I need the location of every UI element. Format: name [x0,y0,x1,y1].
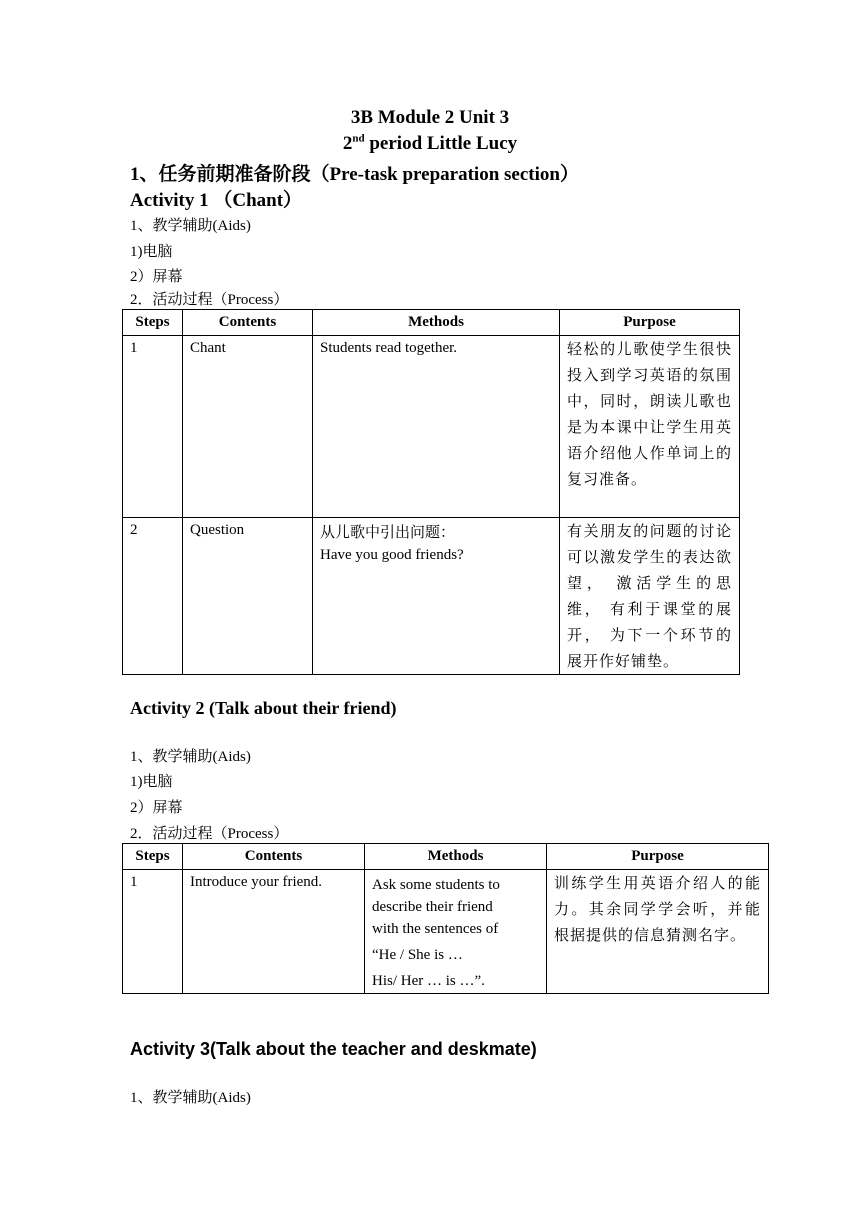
cell-content: Introduce your friend. [183,870,365,994]
cell-purpose: 训练学生用英语介绍人的能力。其余同学学会听，并能根据提供的信息猜测名字。 [547,870,769,994]
method-line: His/ Her … is …”. [372,973,485,989]
cell-content: Question [183,518,313,675]
header-steps: Steps [123,310,183,336]
cell-step: 2 [123,518,183,675]
table-header-row [123,844,769,870]
method-line: with the sentences of [372,921,499,937]
activity1-table [122,309,740,675]
method-line: Ask some students to [372,877,500,893]
activity2-aids-label: 1、教学辅助(Aids) [130,749,251,765]
table-row [123,336,740,518]
cell-purpose: 有关朋友的问题的讨论可以激发学生的表达欲望， 激活学生的思维， 有利于课堂的展开， 为下一个环节的展开作好铺垫。 [560,518,740,675]
header-purpose: Purpose [560,310,740,336]
activity1-aids-label: 1、教学辅助(Aids) [130,218,251,234]
method-line: “He / She is … [372,947,463,963]
activity1-aid-screen: 2）屏幕 [130,269,183,285]
document-subtitle [0,133,860,155]
header-contents: Contents [183,310,313,336]
cell-purpose: 轻松的儿歌使学生很快投入到学习英语的氛围中，同时，朗读儿歌也是为本课中让学生用英语介绍他人作单词上的复习准备。 [560,336,740,518]
activity1-aid-computer: 1)电脑 [130,244,173,260]
document-title: 3B Module 2 Unit 3 [350,107,510,128]
subtitle-superscript: nd [352,132,365,145]
subtitle-number: 2 [342,133,353,154]
subtitle-text: period Little Lucy [364,133,518,154]
activity1-heading: Activity 1 （Chant） [130,190,303,211]
cell-step: 1 [123,336,183,518]
cell-step: 1 [123,870,183,994]
activity3-aids-label: 1、教学辅助(Aids) [130,1090,251,1106]
activity2-process-label: 2．活动过程（Process） [130,826,289,842]
header-contents: Contents [183,844,365,870]
activity2-table [122,843,769,994]
header-methods: Methods [365,844,547,870]
table-header-row [123,310,740,336]
header-methods: Methods [313,310,560,336]
activity2-aid-computer: 1)电脑 [130,774,173,790]
activity1-process-label: 2．活动过程（Process） [130,292,289,308]
cell-method [365,870,547,994]
activity2-aid-screen: 2）屏幕 [130,800,183,816]
activity3-heading: Activity 3(Talk about the teacher and deskmate) [130,1039,537,1059]
method-line: describe their friend [372,899,493,915]
activity2-heading: Activity 2 (Talk about their friend) [130,698,397,718]
cell-method: Students read together. [313,336,560,518]
section-heading: 1、任务前期准备阶段（Pre-task preparation section） [130,164,579,185]
header-steps: Steps [123,844,183,870]
table-row [123,870,769,994]
table-row [123,518,740,675]
header-purpose: Purpose [547,844,769,870]
cell-content: Chant [183,336,313,518]
cell-method: 从儿歌中引出问题： Have you good friends? [313,518,560,675]
